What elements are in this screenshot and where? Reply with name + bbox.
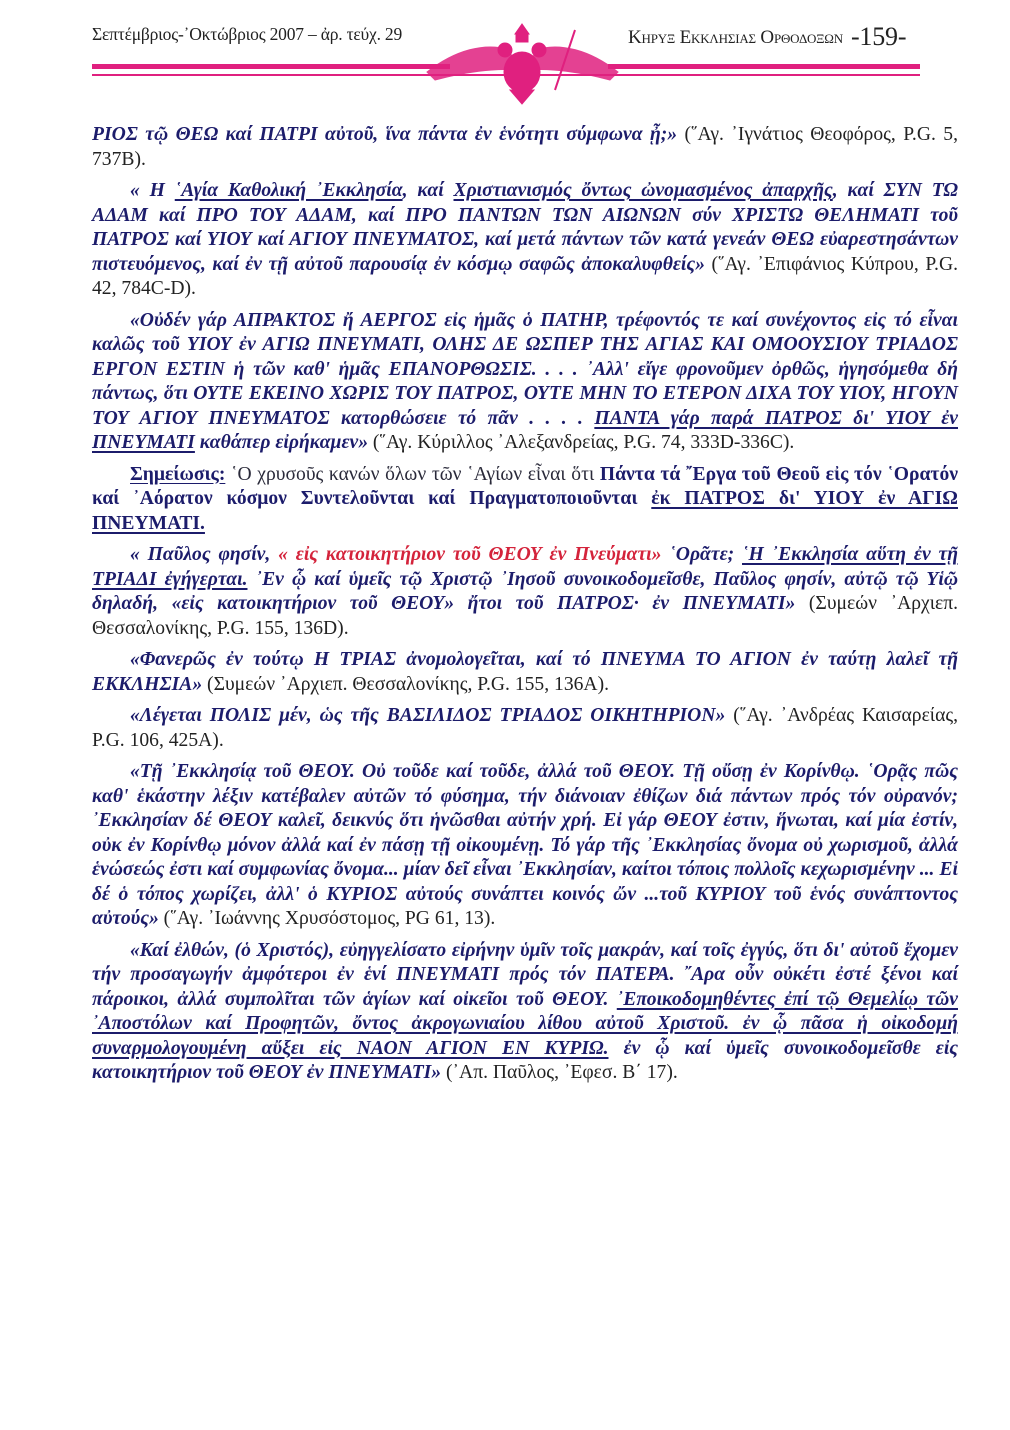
quote-text: «Λέγεται ΠΟΛΙΣ μέν, ὡς τῆς ΒΑΣΙΛΙΔΟΣ ΤΡΙΑΔΟΣ ΟΙΚΗΤΗΡΙΟΝ» [130, 705, 726, 726]
paragraph-paul [92, 939, 958, 1086]
quote-fragment-underlined: ῾Αγία Καθολική ᾿Εκκλησία [174, 180, 403, 201]
citation: (῞Αγ. ᾿Επιφάνιος Κύπρου, P.G. 42, 784C-D). [92, 253, 958, 299]
quote-fragment: « Παῦλος φησίν, [130, 544, 279, 565]
page-header [0, 0, 1010, 110]
quote-fragment: ῾Ορᾶτε; [661, 544, 743, 565]
citation: (Συμεών ᾿Αρχιεπ. Θεσσαλονίκης, P.G. 155, 136Α). [202, 673, 609, 695]
citation: (᾿Απ. Παῦλος, ᾿Εφεσ. Β΄ 17). [441, 1062, 678, 1083]
quote-fragment-underlined: ΠΑΝΤΑ γάρ παρά ΠΑΤΡΟΣ δι' ΥΙΟΥ ἐν ΠΝΕΥΜΑΤΙ [92, 407, 958, 453]
quote-fragment: καθάπερ εἰρήκαμεν» [194, 432, 368, 453]
quote-fragment-underlined: Χριστιανισμός ὄντως ὠνομασμένος ἀπαρχῆς [453, 180, 833, 201]
note-emphasis: Πάντα τά ῎Εργα τοῦ Θεοῦ εἰς τόν ῾Ορατόν καί ᾿Αόρατον κόσμον Συντελοῦνται καί Πραγματοποιοῦνται [92, 463, 958, 509]
header-rule-right [608, 64, 920, 69]
article-body [92, 123, 958, 1093]
paragraph-chrysostom [92, 760, 958, 932]
quote-fragment: ᾿Εν ᾧ καί ὑμεῖς τῷ Χριστῷ ᾿Ιησοῦ συνοικοδομεῖσθε, Παῦλος φησίν, αὐτῷ τῷ Υἱῷ δηλαδή, «εἰς κατοικητήριον τοῦ ΘΕΟΥ» ἤτοι τοῦ ΠΑΤΡΟΣ· ἐν ΠΝΕΥΜΑΤΙ» [92, 568, 959, 614]
quote-fragment: , καί [402, 180, 454, 201]
header-rule-left [92, 64, 450, 69]
quote-fragment: «Καί ἐλθών, (ὁ Χριστός), εὐηγγελίσατο εἰρήνην ὑμῖν τοῖς μακράν, καί τοῖς ἐγγύς, ὅτι δι' αὐτοῦ ἔχομεν τήν προσαγωγήν ἀμφότεροι ἐν ἑνί ΠΝΕΥΜΑΤΙ πρός τόν ΠΑΤΕΡΑ. ῎Αρα οὖν οὐκέτι ἐστέ ξένοι καί πάροικοι, ἀλλά συμπολῖται τῶν ἁγίων καί οἰκεῖοι τοῦ ΘΕΟΥ. [92, 939, 958, 1010]
note-label: Σημείωσις: [130, 463, 226, 485]
journal-title [628, 22, 906, 52]
quote-text: ΡΙΟΣ τῷ ΘΕΩ καί ΠΑΤΡΙ αὐτοῦ, ἵνα πάντα ἐν ἑνότητι σύμφωνα ᾖ;» [92, 124, 678, 145]
note-emphasis-underlined: ἐκ ΠΑΤΡΟΣ δι' ΥΙΟΥ ἐν ΑΓΙΩ ΠΝΕΥΜΑΤΙ. [92, 488, 958, 534]
quote-text: «Τῇ ᾿Εκκλησίᾳ τοῦ ΘΕΟΥ. Οὐ τοῦδε καί τοῦδε, ἀλλά τοῦ ΘΕΟΥ. Τῇ οὔσῃ ἐν Κορίνθῳ. ῾Ορᾷς πῶς καθ' ἑκάστην λέξιν κατέβαλεν αὐτῶν τό φύσημα, τήν διάνοιαν ἐθίζων διά πάντων πρός τόν οὐρανόν; ᾿Εκκλησίαν δέ ΘΕΟΥ καλεῖ, δεικνύς ὅτι ἡνῶσθαι αὐτήν χρή. Εἰ γάρ ΘΕΟΥ ἐστιν, ἥνωται, καί μία ἐστίν, οὐκ ἐν Κορίνθῳ μόνον ἀλλά καί ἐν πάσῃ τῇ οἰκουμένῃ. Τό γάρ τῆς ᾿Εκκλησίας ὄνομα οὐ χωρισμοῦ, ἀλλά ἑνώσεώς ἐστι καί συμφωνίας ὄνομα... μίαν δεῖ εἶναι ᾿Εκκλησίαν, καίτοι τόποις πολλοῖς κεχωρισμένην ... Εἰ δέ ὁ τόπος χωρίζει, ἀλλ' ὁ ΚΥΡΙΟΣ αὐτούς συνάπτει κοινός ὤν ...τοῦ ΚΥΡΙΟΥ τοῦ ἑνός συνάπτοντος αὐτούς» [92, 761, 958, 929]
page-number: -159- [850, 22, 907, 51]
citation: (῞Αγ. ᾿Ανδρέας Καισαρείας, P.G. 106, 425Α). [92, 705, 958, 751]
issue-info: Σεπτέμβριος-᾿Οκτώβριος 2007 – ἀρ. τεύχ. 29 [92, 24, 403, 44]
paragraph-symeon-1 [92, 543, 958, 641]
paragraph-andrew [92, 704, 958, 753]
citation: (῞Αγ. Κύριλλος ᾿Αλεξανδρείας, P.G. 74, 333D-336C). [368, 432, 795, 453]
journal-name: Κηρυξ Εκκλησιας Ορθοδοξων [628, 27, 843, 48]
quote-fragment-red: « εἰς κατοικητήριον τοῦ ΘΕΟΥ ἐν Πνεύματι» [278, 544, 662, 565]
quote-fragment: « Η [130, 180, 175, 201]
quote-fragment-underlined: ῾Η ᾿Εκκλησία αὕτη ἐν τῇ ΤΡΙΑΔΙ ἐγήγερται. [92, 544, 958, 590]
quote-fragment: ἐν ᾧ καί ὑμεῖς συνοικοδομεῖσθε εἰς κατοικητήριον τοῦ ΘΕΟΥ ἐν ΠΝΕΥΜΑΤΙ» [92, 1037, 959, 1083]
quote-fragment: «Οὐδέν γάρ ΑΠΡΑΚΤΟΣ ἤ ΑΕΡΓΟΣ εἰς ἡμᾶς ὁ ΠΑΤΗΡ, τρέφοντός τε καί συνέχοντος εἰς τό εἶναι καλῶς τοῦ ΥΙΟΥ ἐν ΑΓΙΩ ΠΝΕΥΜΑΤΙ, ΟΛΗΣ ΔΕ ΩΣΠΕΡ ΤΗΣ ΑΓΙΑΣ ΚΑΙ ΟΜΟΟΥΣΙΟΥ ΤΡΙΑΔΟΣ ΕΡΓΟΝ ΕΣΤΙΝ ἡ τῶν καθ' ἡμᾶς ΕΠΑΝΟΡΘΩΣΙΣ. . . . ᾿Αλλ' εἴγε φρονοῦμεν ὀρθῶς, ἡγησόμεθα δή πάντως, ὅτι ΟΥΤΕ ΕΚΕΙΝΟ ΧΩΡΙΣ ΤΟΥ ΠΑΤΡΟΣ, ΟΥΤΕ ΜΗΝ ΤΟ ΕΤΕΡΟΝ ΔΙΧΑ ΤΟΥ ΥΙΟΥ, ΗΓΟΥΝ ΤΟΥ ΑΓΙΟΥ ΠΝΕΥΜΑΤΟΣ κατορθώσειε τό πᾶν . . . . [92, 309, 958, 429]
header-rule-thin [92, 74, 920, 76]
citation: (Συμεών ᾿Αρχιεπ. Θεσσαλονίκης, P.G. 155, 136D). [92, 593, 959, 639]
note-text: ῾Ο χρυσοῦς κανών ὅλων τῶν ῾Αγίων εἶναι ὅτι [225, 463, 600, 485]
citation: (῞Αγ. ᾿Ιγνάτιος Θεοφόρος, P.G. 5, 737Β). [92, 124, 958, 170]
paragraph-epiphanius [92, 179, 958, 302]
paragraph-symeon-2 [92, 648, 958, 697]
paragraph-continuation [92, 123, 958, 172]
note-paragraph [92, 463, 958, 537]
quote-text: «Φανερῶς ἐν τούτῳ Η ΤΡΙΑΣ ἀνομολογεῖται, καί τό ΠΝΕΥΜΑ ΤΟ ΑΓΙΟΝ ἐν ταύτῃ λαλεῖ τῇ ΕΚΚΛΗΣΙΑ» [92, 649, 958, 695]
paragraph-cyril [92, 309, 958, 456]
quote-fragment: , καί ΣΥΝ ΤΩ ΑΔΑΜ καί ΠΡΟ ΤΟΥ ΑΔΑΜ, καί ΠΡΟ ΠΑΝΤΩΝ ΤΩΝ ΑΙΩΝΩΝ σύν ΧΡΙΣΤΩ ΘΕΛΗΜΑΤΙ τοῦ ΠΑΤΡΟΣ καί ΥΙΟΥ καί ΑΓΙΟΥ ΠΝΕΥΜΑΤΟΣ, καί μετά πάντων τῶν κατά γενεάν ΘΕΩ εὐαρεστησάντων πιστευόμενος, καί ἐν τῇ αὐτοῦ παρουσίᾳ ἐν κόσμῳ σαφῶς ἀποκαλυφθείς» [92, 180, 958, 275]
double-headed-eagle-icon [425, 20, 620, 105]
quote-fragment-underlined: ᾿Εποικοδομηθέντες ἐπί τῷ Θεμελίῳ τῶν ᾿Αποστόλων καί Προφητῶν, ὄντος ἀκρογωνιαίου λίθου αὐτοῦ Χριστοῦ. ἐν ᾧ πᾶσα ἡ οἰκοδομή συναρμολογουμένη αὔξει εἰς ΝΑΟΝ ΑΓΙΟΝ ΕΝ ΚΥΡΙΩ. [92, 988, 958, 1059]
citation: (῞Αγ. ᾿Ιωάννης Χρυσόστομος, PG 61, 13). [158, 908, 496, 929]
